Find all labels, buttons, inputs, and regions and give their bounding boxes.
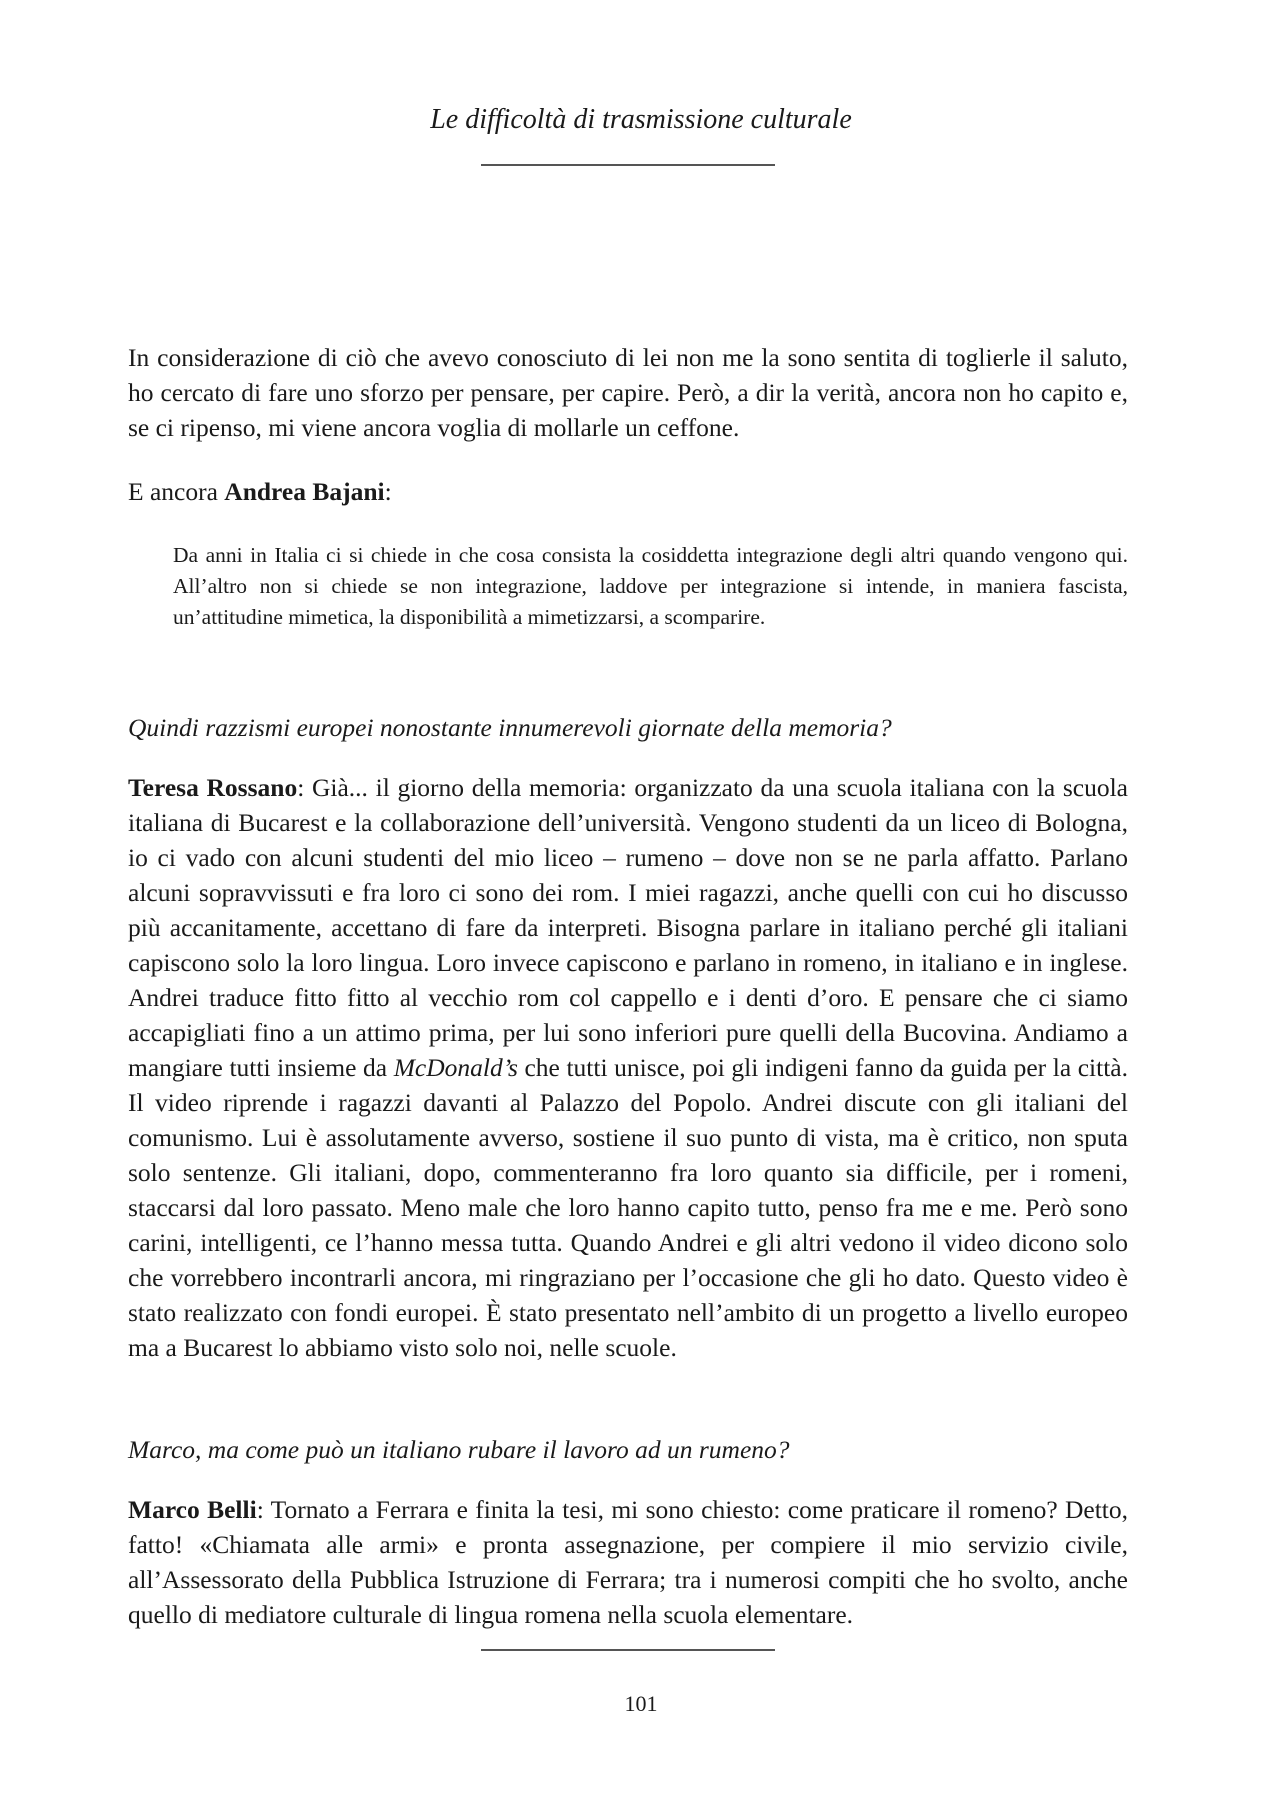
answer-teresa-rossano	[128, 770, 1128, 1365]
speaker-name: Marco Belli	[128, 1495, 257, 1524]
brand-name-italic: McDonald’s	[393, 1053, 518, 1082]
interview-question-1	[128, 710, 1128, 745]
question-text: Quindi razzismi europei nonostante innumerevoli giornate della memoria?	[128, 713, 892, 742]
block-quote	[173, 540, 1128, 633]
speaker-colon: :	[297, 773, 312, 802]
paragraph-continuation	[128, 340, 1128, 445]
answer-text: Tornato a Ferrara e finita la tesi, mi sono chiesto: come praticare il romeno? Detto, fatto! «Chiamata alle armi» e pronta assegnazione, per compiere il mio servizio civile, all’Assessorato della Pubblica Istruzione di Ferrara; tra i numerosi compiti che ho svolto, anche quello di mediatore culturale di lingua romena nella scuola elementare.	[128, 1495, 1129, 1629]
answer-text-part-2: che tutti unisce, poi gli indigeni fanno da guida per la città. Il video riprende i ragazzi davanti al Palazzo del Popolo. Andrei discute con gli italiani del comunismo. Lui è assolutamente avverso, sostiene il suo punto di vista, ma è critico, non sputa solo sentenze. Gli italiani, dopo, commenteranno fra loro quanto sia difficile, per i romeni, staccarsi dal loro passato. Meno male che loro hanno capito tutto, penso fra me e me. Però sono carini, intelligenti, ce l’hanno messa tutta. Quando Andrei e gli altri vedono il video dicono solo che vorrebbero incontrarli ancora, mi ringraziano per l’occasione che gli ho dato. Questo video è stato realizzato con fondi europei. È stato presentato nell’ambito di un progetto a livello europeo ma a Bucarest lo abbiamo visto solo noi, nelle scuole.	[128, 1053, 1128, 1362]
quote-intro	[128, 474, 1128, 509]
paragraph-text: In considerazione di ciò che avevo conosciuto di lei non me la sono sentita di toglierle il saluto, ho cercato di fare uno sforzo per pensare, per capire. Però, a dir la verità, ancora non ho capito e, se ci ripenso, mi viene ancora voglia di mollarle un ceffone.	[128, 343, 1128, 442]
header-divider	[481, 164, 775, 166]
answer-marco-belli	[128, 1492, 1128, 1632]
running-head-title: Le difficoltà di trasmissione culturale	[430, 104, 852, 135]
intro-suffix: :	[384, 477, 392, 506]
question-text: Marco, ma come può un italiano rubare il lavoro ad un rumeno?	[128, 1435, 790, 1464]
speaker-name: Teresa Rossano	[128, 773, 298, 802]
interview-question-2	[128, 1432, 1128, 1467]
answer-text-part-1: Già... il giorno della memoria: organizzato da una scuola italiana con la scuola italiana di Bucarest e la collaborazione dell’università. Vengono studenti da un liceo di Bologna, io ci vado con alcuni studenti del mio liceo – rumeno – dove non se ne parla affatto. Parlano alcuni sopravvissuti e fra loro ci sono dei rom. I miei ragazzi, anche quelli con cui ho discusso più accanitamente, accettano di fare da interpreti. Bisogna parlare in italiano perché gli italiani capiscono solo la loro lingua. Loro invece capiscono e parlano in romeno, in italiano e in inglese. Andrei traduce fitto fitto al vecchio rom col cappello e i denti d’oro. E pensare che ci siamo accapigliati fino a un attimo prima, per lui sono inferiori pure quelli della Bucovina. Andiamo a mangiare tutti insieme da	[128, 773, 1129, 1082]
page-number: 101	[624, 1691, 658, 1716]
intro-prefix: E ancora	[128, 477, 225, 506]
speaker-colon: :	[256, 1495, 271, 1524]
block-quote-text: Da anni in Italia ci si chiede in che cosa consista la cosiddetta integrazione degli altri quando vengono qui. All’altro non si chiede se non integrazione, laddove per integrazione si intende, in maniera fascista, un’attitudine mimetica, la disponibilità a mimetizzarsi, a scomparire.	[173, 543, 1128, 629]
quoted-author-name: Andrea Bajani	[224, 477, 385, 506]
footer-divider	[481, 1649, 775, 1651]
